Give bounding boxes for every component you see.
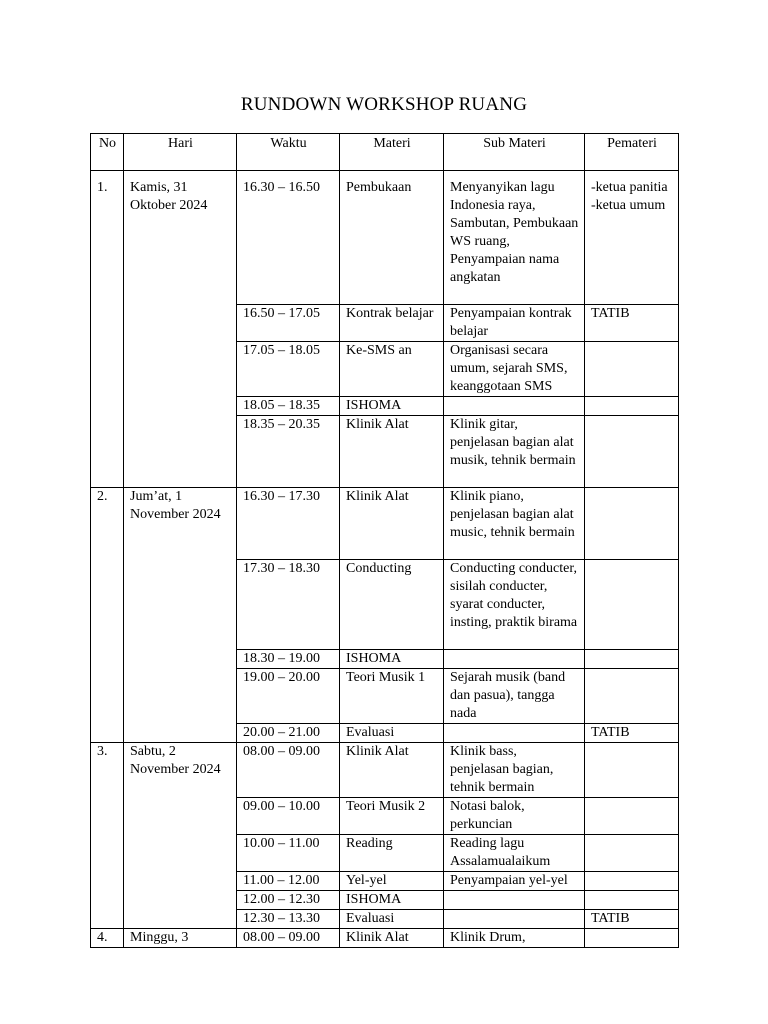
session-sub-materi: Penyampaian kontrak belajar: [444, 305, 585, 342]
session-sub-materi: [444, 910, 585, 929]
session-time: 20.00 – 21.00: [237, 724, 340, 743]
session-time: 18.35 – 20.35: [237, 416, 340, 488]
session-sub-materi: Menyanyikan lagu Indonesia raya, Sambutan, Pembukaan WS ruang, Penyampaian nama angkatan: [444, 171, 585, 305]
session-sub-materi: [444, 891, 585, 910]
header-no: No: [91, 134, 124, 171]
session-pemateri: [585, 743, 679, 798]
session-sub-materi: [444, 397, 585, 416]
session-pemateri: [585, 488, 679, 560]
session-sub-materi: Klinik piano, penjelasan bagian alat music, tehnik bermain: [444, 488, 585, 560]
session-sub-materi: [444, 724, 585, 743]
session-time: 17.05 – 18.05: [237, 342, 340, 397]
session-time: 19.00 – 20.00: [237, 669, 340, 724]
table-row: [91, 929, 679, 948]
day-number: 3.: [91, 743, 124, 929]
session-materi: Ke-SMS an: [340, 342, 444, 397]
session-time: 08.00 – 09.00: [237, 743, 340, 798]
session-sub-materi: Sejarah musik (band dan pasua), tangga nada: [444, 669, 585, 724]
session-materi: Klinik Alat: [340, 743, 444, 798]
session-materi: Kontrak belajar: [340, 305, 444, 342]
rundown-table: [90, 133, 679, 948]
session-time: 18.30 – 19.00: [237, 650, 340, 669]
session-time: 12.00 – 12.30: [237, 891, 340, 910]
session-pemateri: [585, 872, 679, 891]
table-body: [91, 171, 679, 948]
session-time: 16.30 – 16.50: [237, 171, 340, 305]
session-materi: Evaluasi: [340, 910, 444, 929]
session-materi: Teori Musik 2: [340, 798, 444, 835]
session-pemateri: [585, 669, 679, 724]
session-sub-materi: Klinik Drum,: [444, 929, 585, 948]
header-materi: Materi: [340, 134, 444, 171]
session-pemateri: -ketua panitia -ketua umum: [585, 171, 679, 305]
session-pemateri: [585, 929, 679, 948]
session-pemateri: [585, 835, 679, 872]
session-materi: Klinik Alat: [340, 488, 444, 560]
session-materi: Conducting: [340, 560, 444, 650]
session-time: 11.00 – 12.00: [237, 872, 340, 891]
day-number: 1.: [91, 171, 124, 488]
session-sub-materi: Penyampaian yel-yel: [444, 872, 585, 891]
session-pemateri: [585, 560, 679, 650]
session-pemateri: TATIB: [585, 910, 679, 929]
session-materi: Klinik Alat: [340, 416, 444, 488]
header-pemateri: Pemateri: [585, 134, 679, 171]
session-pemateri: TATIB: [585, 305, 679, 342]
session-time: 16.50 – 17.05: [237, 305, 340, 342]
table-row: [91, 743, 679, 798]
session-pemateri: [585, 342, 679, 397]
header-waktu: Waktu: [237, 134, 340, 171]
session-pemateri: [585, 397, 679, 416]
session-pemateri: [585, 650, 679, 669]
session-pemateri: [585, 891, 679, 910]
day-number: 4.: [91, 929, 124, 948]
session-sub-materi: Reading lagu Assalamualaikum: [444, 835, 585, 872]
table-row: [91, 171, 679, 305]
session-time: 18.05 – 18.35: [237, 397, 340, 416]
rundown-table-wrapper: [90, 133, 678, 945]
day-date: Sabtu, 2 November 2024: [124, 743, 237, 929]
session-materi: Teori Musik 1: [340, 669, 444, 724]
day-number: 2.: [91, 488, 124, 743]
session-materi: ISHOMA: [340, 397, 444, 416]
header-sub-materi: Sub Materi: [444, 134, 585, 171]
header-hari: Hari: [124, 134, 237, 171]
session-materi: Yel-yel: [340, 872, 444, 891]
session-materi: ISHOMA: [340, 650, 444, 669]
day-date: Jum’at, 1 November 2024: [124, 488, 237, 743]
session-time: 17.30 – 18.30: [237, 560, 340, 650]
session-time: 12.30 – 13.30: [237, 910, 340, 929]
table-row: [91, 488, 679, 560]
session-pemateri: [585, 416, 679, 488]
session-sub-materi: Organisasi secara umum, sejarah SMS, keanggotaan SMS: [444, 342, 585, 397]
day-date: Kamis, 31 Oktober 2024: [124, 171, 237, 488]
table-header-row: [91, 134, 679, 171]
session-time: 09.00 – 10.00: [237, 798, 340, 835]
session-time: 10.00 – 11.00: [237, 835, 340, 872]
session-materi: Pembukaan: [340, 171, 444, 305]
session-sub-materi: Notasi balok, perkuncian: [444, 798, 585, 835]
session-materi: Klinik Alat: [340, 929, 444, 948]
document-title: RUNDOWN WORKSHOP RUANG: [240, 94, 528, 115]
session-time: 08.00 – 09.00: [237, 929, 340, 948]
session-sub-materi: [444, 650, 585, 669]
session-materi: Evaluasi: [340, 724, 444, 743]
session-pemateri: [585, 798, 679, 835]
session-materi: Reading: [340, 835, 444, 872]
session-time: 16.30 – 17.30: [237, 488, 340, 560]
session-sub-materi: Klinik gitar, penjelasan bagian alat musik, tehnik bermain: [444, 416, 585, 488]
session-materi: ISHOMA: [340, 891, 444, 910]
day-date: Minggu, 3: [124, 929, 237, 948]
session-pemateri: TATIB: [585, 724, 679, 743]
session-sub-materi: Conducting conducter, sisilah conducter, syarat conducter, insting, praktik birama: [444, 560, 585, 650]
session-sub-materi: Klinik bass, penjelasan bagian, tehnik bermain: [444, 743, 585, 798]
